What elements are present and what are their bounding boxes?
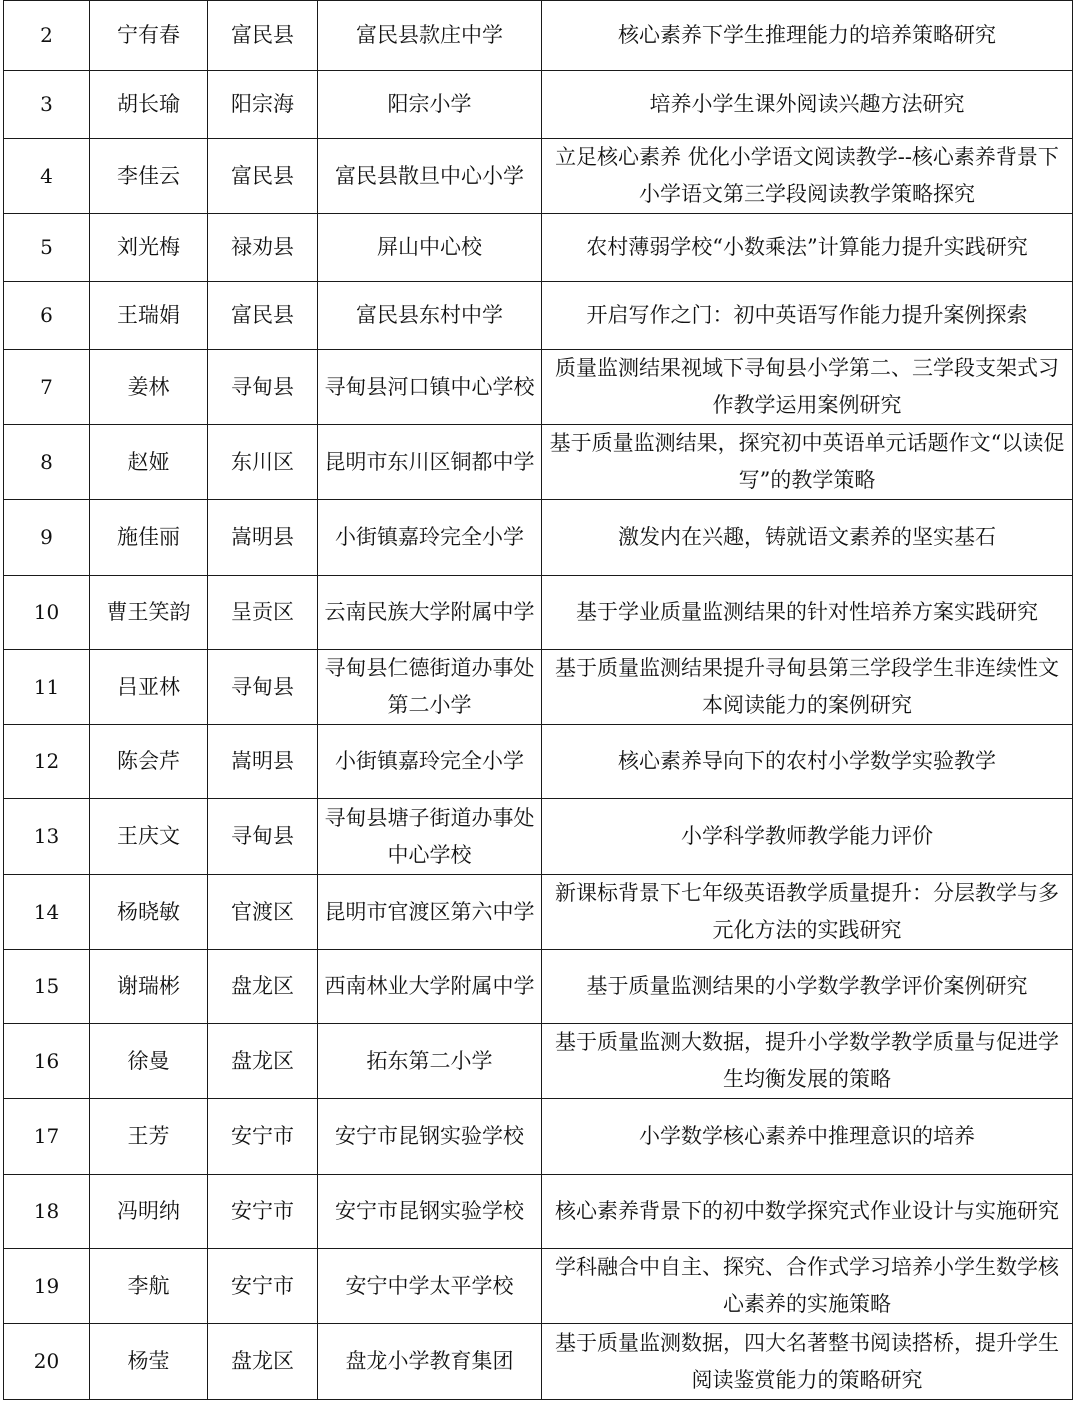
table-row <box>4 71 1073 139</box>
project-title-cell: 开启写作之门：初中英语写作能力提升案例探索 <box>542 282 1073 350</box>
person-name-cell: 刘光梅 <box>90 214 208 282</box>
school-name-cell: 屏山中心校 <box>318 214 542 282</box>
person-name-cell: 徐曼 <box>90 1024 208 1099</box>
district-cell: 寻甸县 <box>208 799 318 875</box>
table-row <box>4 799 1073 875</box>
project-title-cell: 核心素养下学生推理能力的培养策略研究 <box>542 1 1073 71</box>
district-cell: 寻甸县 <box>208 350 318 425</box>
district-cell: 安宁市 <box>208 1249 318 1324</box>
school-name-cell: 云南民族大学附属中学 <box>318 576 542 650</box>
table-row <box>4 875 1073 950</box>
project-title-cell: 核心素养导向下的农村小学数学实验教学 <box>542 725 1073 799</box>
row-number-cell: 15 <box>4 950 90 1024</box>
project-title-cell: 培养小学生课外阅读兴趣方法研究 <box>542 71 1073 139</box>
district-cell: 盘龙区 <box>208 1324 318 1400</box>
table-row <box>4 214 1073 282</box>
row-number-cell: 16 <box>4 1024 90 1099</box>
person-name-cell: 宁有春 <box>90 1 208 71</box>
district-cell: 安宁市 <box>208 1099 318 1175</box>
project-title-cell: 新课标背景下七年级英语教学质量提升：分层教学与多元化方法的实践研究 <box>542 875 1073 950</box>
person-name-cell: 王芳 <box>90 1099 208 1175</box>
row-number-cell: 20 <box>4 1324 90 1400</box>
person-name-cell: 杨莹 <box>90 1324 208 1400</box>
table-row <box>4 576 1073 650</box>
row-number-cell: 2 <box>4 1 90 71</box>
row-number-cell: 4 <box>4 139 90 214</box>
table-row <box>4 139 1073 214</box>
project-title-cell: 学科融合中自主、探究、合作式学习培养小学生数学核心素养的实施策略 <box>542 1249 1073 1324</box>
table-row <box>4 1 1073 71</box>
project-title-cell: 核心素养背景下的初中数学探究式作业设计与实施研究 <box>542 1175 1073 1249</box>
person-name-cell: 王瑞娟 <box>90 282 208 350</box>
project-title-cell: 基于学业质量监测结果的针对性培养方案实践研究 <box>542 576 1073 650</box>
row-number-cell: 18 <box>4 1175 90 1249</box>
person-name-cell: 赵娅 <box>90 425 208 500</box>
school-name-cell: 寻甸县河口镇中心学校 <box>318 350 542 425</box>
row-number-cell: 9 <box>4 500 90 576</box>
project-title-cell: 农村薄弱学校“小数乘法”计算能力提升实践研究 <box>542 214 1073 282</box>
table-row <box>4 350 1073 425</box>
school-name-cell: 寻甸县仁德街道办事处第二小学 <box>318 650 542 725</box>
row-number-cell: 6 <box>4 282 90 350</box>
table-row <box>4 425 1073 500</box>
project-title-cell: 小学科学教师教学能力评价 <box>542 799 1073 875</box>
school-name-cell: 西南林业大学附属中学 <box>318 950 542 1024</box>
person-name-cell: 施佳丽 <box>90 500 208 576</box>
table-row <box>4 1024 1073 1099</box>
district-cell: 盘龙区 <box>208 950 318 1024</box>
row-number-cell: 3 <box>4 71 90 139</box>
table-row <box>4 500 1073 576</box>
person-name-cell: 王庆文 <box>90 799 208 875</box>
row-number-cell: 5 <box>4 214 90 282</box>
person-name-cell: 吕亚林 <box>90 650 208 725</box>
project-title-cell: 激发内在兴趣，铸就语文素养的坚实基石 <box>542 500 1073 576</box>
district-cell: 呈贡区 <box>208 576 318 650</box>
school-name-cell: 小街镇嘉玲完全小学 <box>318 725 542 799</box>
school-name-cell: 安宁市昆钢实验学校 <box>318 1175 542 1249</box>
project-title-cell: 立足核心素养 优化小学语文阅读教学--核心素养背景下小学语文第三学段阅读教学策略探究 <box>542 139 1073 214</box>
person-name-cell: 姜林 <box>90 350 208 425</box>
roster-body <box>4 1 1073 1400</box>
project-title-cell: 小学数学核心素养中推理意识的培养 <box>542 1099 1073 1175</box>
district-cell: 富民县 <box>208 282 318 350</box>
school-name-cell: 昆明市东川区铜都中学 <box>318 425 542 500</box>
row-number-cell: 10 <box>4 576 90 650</box>
district-cell: 安宁市 <box>208 1175 318 1249</box>
district-cell: 寻甸县 <box>208 650 318 725</box>
district-cell: 阳宗海 <box>208 71 318 139</box>
roster-table <box>3 0 1073 1400</box>
school-name-cell: 小街镇嘉玲完全小学 <box>318 500 542 576</box>
project-title-cell: 基于质量监测结果提升寻甸县第三学段学生非连续性文本阅读能力的案例研究 <box>542 650 1073 725</box>
project-title-cell: 基于质量监测数据，四大名著整书阅读搭桥，提升学生阅读鉴赏能力的策略研究 <box>542 1324 1073 1400</box>
row-number-cell: 17 <box>4 1099 90 1175</box>
school-name-cell: 阳宗小学 <box>318 71 542 139</box>
table-row <box>4 282 1073 350</box>
row-number-cell: 14 <box>4 875 90 950</box>
person-name-cell: 胡长瑜 <box>90 71 208 139</box>
person-name-cell: 谢瑞彬 <box>90 950 208 1024</box>
row-number-cell: 11 <box>4 650 90 725</box>
school-name-cell: 盘龙小学教育集团 <box>318 1324 542 1400</box>
district-cell: 富民县 <box>208 139 318 214</box>
project-title-cell: 质量监测结果视域下寻甸县小学第二、三学段支架式习作教学运用案例研究 <box>542 350 1073 425</box>
district-cell: 嵩明县 <box>208 725 318 799</box>
row-number-cell: 19 <box>4 1249 90 1324</box>
row-number-cell: 7 <box>4 350 90 425</box>
school-name-cell: 富民县散旦中心小学 <box>318 139 542 214</box>
row-number-cell: 13 <box>4 799 90 875</box>
school-name-cell: 富民县款庄中学 <box>318 1 542 71</box>
person-name-cell: 李航 <box>90 1249 208 1324</box>
school-name-cell: 安宁中学太平学校 <box>318 1249 542 1324</box>
table-row <box>4 1175 1073 1249</box>
school-name-cell: 寻甸县塘子街道办事处中心学校 <box>318 799 542 875</box>
district-cell: 盘龙区 <box>208 1024 318 1099</box>
person-name-cell: 李佳云 <box>90 139 208 214</box>
row-number-cell: 12 <box>4 725 90 799</box>
person-name-cell: 陈会芹 <box>90 725 208 799</box>
table-row <box>4 650 1073 725</box>
project-title-cell: 基于质量监测结果，探究初中英语单元话题作文“以读促写”的教学策略 <box>542 425 1073 500</box>
table-row <box>4 725 1073 799</box>
table-row <box>4 1249 1073 1324</box>
school-name-cell: 富民县东村中学 <box>318 282 542 350</box>
table-row <box>4 1099 1073 1175</box>
row-number-cell: 8 <box>4 425 90 500</box>
school-name-cell: 拓东第二小学 <box>318 1024 542 1099</box>
person-name-cell: 曹王笑韵 <box>90 576 208 650</box>
district-cell: 禄劝县 <box>208 214 318 282</box>
table-row <box>4 1324 1073 1400</box>
project-title-cell: 基于质量监测结果的小学数学教学评价案例研究 <box>542 950 1073 1024</box>
person-name-cell: 杨晓敏 <box>90 875 208 950</box>
district-cell: 嵩明县 <box>208 500 318 576</box>
project-title-cell: 基于质量监测大数据，提升小学数学教学质量与促进学生均衡发展的策略 <box>542 1024 1073 1099</box>
school-name-cell: 昆明市官渡区第六中学 <box>318 875 542 950</box>
table-row <box>4 950 1073 1024</box>
school-name-cell: 安宁市昆钢实验学校 <box>318 1099 542 1175</box>
district-cell: 富民县 <box>208 1 318 71</box>
person-name-cell: 冯明纳 <box>90 1175 208 1249</box>
district-cell: 官渡区 <box>208 875 318 950</box>
district-cell: 东川区 <box>208 425 318 500</box>
